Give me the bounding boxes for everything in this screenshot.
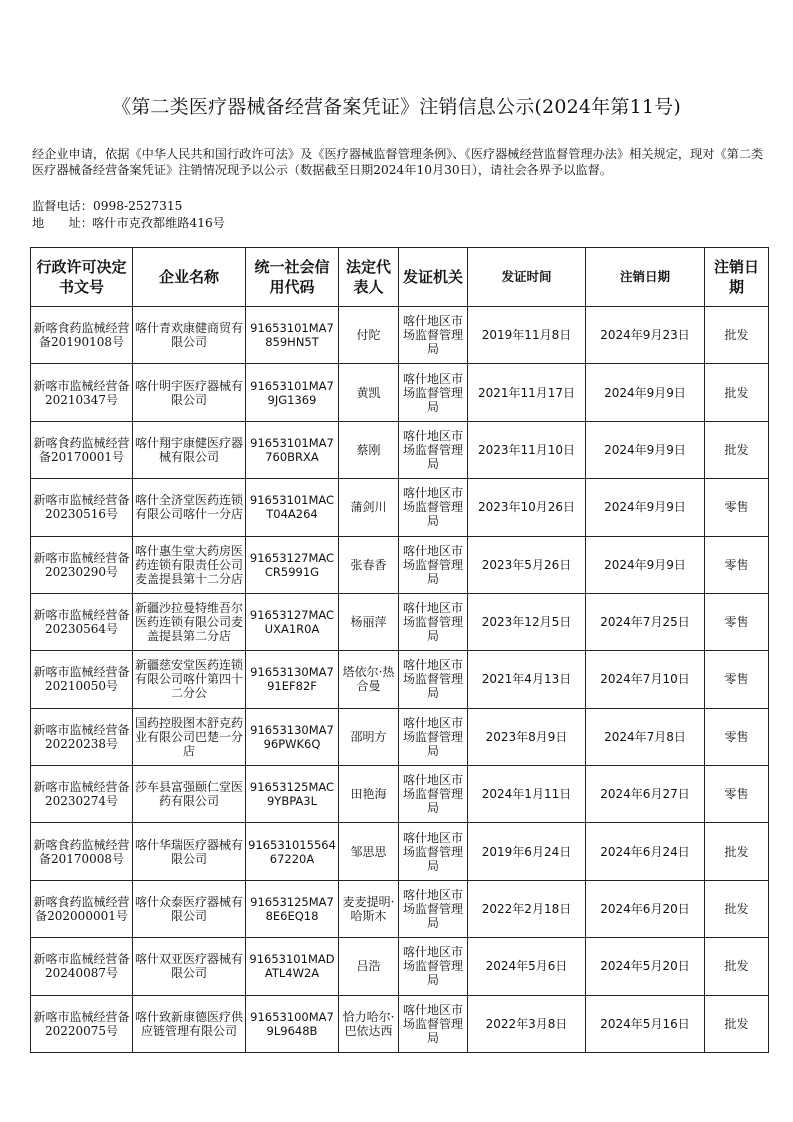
cell-issuer: 喀什地区市场监督管理局: [399, 708, 468, 765]
cell-credit-code: 91653130MA791EF82F: [246, 651, 339, 708]
table-row: [31, 823, 769, 880]
page-title: 《第二类医疗器械备经营备案凭证》注销信息公示(2024年第11号): [112, 96, 681, 118]
table-row: [31, 536, 769, 593]
cell-cancel-date: 2024年9月9日: [586, 536, 705, 593]
intro-paragraph: [32, 146, 767, 178]
cell-issue-date: 2023年10月26日: [468, 479, 586, 536]
cell-credit-code: 91653101MADATL4W2A: [246, 938, 339, 995]
cell-decision-no: 新喀市监械经营备20230564号: [31, 593, 133, 650]
cell-decision-no: 新喀市监械经营备20230516号: [31, 479, 133, 536]
cell-type: 零售: [705, 536, 769, 593]
cell-credit-code: 91653125MAC9YBPA3L: [246, 766, 339, 823]
cell-cancel-date: 2024年6月24日: [586, 823, 705, 880]
cell-legal-rep: 蔡刚: [339, 421, 399, 478]
cell-issuer: 喀什地区市场监督管理局: [399, 880, 468, 937]
cell-company: 喀什青欢康健商贸有限公司: [133, 307, 246, 364]
table-row: [31, 307, 769, 364]
cell-legal-rep: 恰力哈尔·巴依达西: [339, 995, 399, 1053]
cell-issuer: 喀什地区市场监督管理局: [399, 938, 468, 995]
cell-type: 批发: [705, 307, 769, 364]
cell-company: 喀什众泰医疗器械有限公司: [133, 880, 246, 937]
col-header-credit-code: 统一社会信用代码: [246, 248, 339, 307]
cell-company: 新疆沙拉曼特维吾尔医药连锁有限公司麦盖提县第二分店: [133, 593, 246, 650]
cell-company: 喀什翔宇康健医疗器械有限公司: [133, 421, 246, 478]
table-row: [31, 651, 769, 708]
cell-issue-date: 2021年11月17日: [468, 364, 586, 421]
cell-decision-no: 新喀市监械经营备20210347号: [31, 364, 133, 421]
col-header-issue-date: 发证时间: [468, 248, 586, 307]
cell-legal-rep: 邵明方: [339, 708, 399, 765]
table-row: [31, 364, 769, 421]
table-row: [31, 708, 769, 765]
cell-credit-code: 91653101MA7760BRXA: [246, 421, 339, 478]
cell-issue-date: 2023年12月5日: [468, 593, 586, 650]
cell-legal-rep: 付陀: [339, 307, 399, 364]
cell-type: 零售: [705, 766, 769, 823]
cell-type: 批发: [705, 421, 769, 478]
cell-credit-code: 91653101556467220A: [246, 823, 339, 880]
cell-issue-date: 2023年8月9日: [468, 708, 586, 765]
cell-company: 喀什致新康德医疗供应链管理有限公司: [133, 995, 246, 1053]
cell-type: 零售: [705, 708, 769, 765]
cell-issue-date: 2022年2月18日: [468, 880, 586, 937]
cell-issuer: 喀什地区市场监督管理局: [399, 766, 468, 823]
cell-credit-code: 91653125MA78E6EQ18: [246, 880, 339, 937]
intro-text: 经企业申请，依据《中华人民共和国行政许可法》及《医疗器械监督管理条例》、《医疗器械经营监督管理办法》相关规定，现对《第二类医疗器械备经营备案凭证》注销情况现予以公示（数据截至日期2024年10月30日），请社会各界予以监督。: [32, 147, 764, 177]
cell-decision-no: 新喀市监械经营备20240087号: [31, 938, 133, 995]
cell-cancel-date: 2024年5月16日: [586, 995, 705, 1053]
cell-legal-rep: 麦麦提明·哈斯木: [339, 880, 399, 937]
phone-label: 监督电话：: [32, 199, 93, 213]
cell-decision-no: 新喀食药监械经营备20170001号: [31, 421, 133, 478]
table-row: [31, 938, 769, 995]
cell-decision-no: 新喀市监械经营备20230290号: [31, 536, 133, 593]
cell-cancel-date: 2024年5月20日: [586, 938, 705, 995]
cell-issue-date: 2023年11月10日: [468, 421, 586, 478]
col-header-decision-no: 行政许可决定书文号: [31, 248, 133, 307]
cell-decision-no: 新喀市监械经营备20220238号: [31, 708, 133, 765]
cell-decision-no: 新喀市监械经营备20220075号: [31, 995, 133, 1053]
cell-issuer: 喀什地区市场监督管理局: [399, 364, 468, 421]
cell-issuer: 喀什地区市场监督管理局: [399, 651, 468, 708]
table-header-row: [31, 248, 769, 307]
cell-issuer: 喀什地区市场监督管理局: [399, 479, 468, 536]
cell-issue-date: 2024年1月11日: [468, 766, 586, 823]
cell-legal-rep: 张春香: [339, 536, 399, 593]
cell-type: 零售: [705, 593, 769, 650]
cell-legal-rep: 田艳海: [339, 766, 399, 823]
table-row: [31, 995, 769, 1053]
cell-issue-date: 2024年5月6日: [468, 938, 586, 995]
cell-type: 批发: [705, 938, 769, 995]
cell-credit-code: 91653100MA79L9648B: [246, 995, 339, 1053]
cell-credit-code: 91653101MA7859HN5T: [246, 307, 339, 364]
cell-issuer: 喀什地区市场监督管理局: [399, 593, 468, 650]
cell-legal-rep: 邹思思: [339, 823, 399, 880]
cell-type: 批发: [705, 995, 769, 1053]
cell-issuer: 喀什地区市场监督管理局: [399, 995, 468, 1053]
cell-credit-code: 91653101MA79JG1369: [246, 364, 339, 421]
col-header-last: 注销日期: [705, 248, 769, 307]
cell-company: 莎车县富强颐仁堂医药有限公司: [133, 766, 246, 823]
cell-issue-date: 2023年5月26日: [468, 536, 586, 593]
phone-number: 0998-2527315: [92, 199, 183, 213]
table-row: [31, 880, 769, 937]
phone-line: [32, 198, 182, 214]
cell-company: 喀什双亚医疗器械有限公司: [133, 938, 246, 995]
cell-cancel-date: 2024年9月9日: [586, 421, 705, 478]
cell-credit-code: 91653127MACCR5991G: [246, 536, 339, 593]
cell-cancel-date: 2024年7月8日: [586, 708, 705, 765]
cell-decision-no: 新喀市监械经营备20210050号: [31, 651, 133, 708]
cell-credit-code: 91653127MACUXA1R0A: [246, 593, 339, 650]
cell-issuer: 喀什地区市场监督管理局: [399, 421, 468, 478]
cell-decision-no: 新喀食药监械经营备20190108号: [31, 307, 133, 364]
cell-decision-no: 新喀食药监械经营备20170008号: [31, 823, 133, 880]
cell-cancel-date: 2024年6月20日: [586, 880, 705, 937]
cell-company: 国药控股图木舒克药业有限公司巴楚一分店: [133, 708, 246, 765]
address-value: 喀什市克孜都维路416号: [92, 216, 225, 230]
cell-issue-date: 2022年3月8日: [468, 995, 586, 1053]
cell-cancel-date: 2024年7月10日: [586, 651, 705, 708]
cell-cancel-date: 2024年9月9日: [586, 479, 705, 536]
cell-legal-rep: 杨丽萍: [339, 593, 399, 650]
cancellation-table: [30, 247, 769, 1053]
cell-company: 喀什全济堂医药连锁有限公司喀什一分店: [133, 479, 246, 536]
cell-type: 批发: [705, 880, 769, 937]
cell-issue-date: 2019年6月24日: [468, 823, 586, 880]
cell-cancel-date: 2024年9月9日: [586, 364, 705, 421]
cell-credit-code: 91653130MA796PWK6Q: [246, 708, 339, 765]
cell-company: 喀什明宇医疗器械有限公司: [133, 364, 246, 421]
cell-issuer: 喀什地区市场监督管理局: [399, 823, 468, 880]
cell-issuer: 喀什地区市场监督管理局: [399, 307, 468, 364]
cell-issuer: 喀什地区市场监督管理局: [399, 536, 468, 593]
cell-type: 批发: [705, 823, 769, 880]
table-row: [31, 766, 769, 823]
cell-legal-rep: 吕浩: [339, 938, 399, 995]
cell-legal-rep: 黄凯: [339, 364, 399, 421]
col-header-company: 企业名称: [133, 248, 246, 307]
address-line: [32, 215, 225, 231]
cell-cancel-date: 2024年6月27日: [586, 766, 705, 823]
cell-company: 喀什惠生堂大药房医药连锁有限责任公司麦盖提县第十二分店: [133, 536, 246, 593]
cell-company: 新疆慈安堂医药连锁有限公司喀什第四十二分公: [133, 651, 246, 708]
col-header-legal-rep: 法定代表人: [339, 248, 399, 307]
table-row: [31, 593, 769, 650]
cell-cancel-date: 2024年7月25日: [586, 593, 705, 650]
address-label: 地 址：: [32, 216, 93, 230]
cell-type: 批发: [705, 364, 769, 421]
cell-legal-rep: 蒲剑川: [339, 479, 399, 536]
col-header-cancel-date: 注销日期: [586, 248, 705, 307]
cell-credit-code: 91653101MACT04A264: [246, 479, 339, 536]
cell-company: 喀什华瑞医疗器械有限公司: [133, 823, 246, 880]
cell-issue-date: 2021年4月13日: [468, 651, 586, 708]
cell-decision-no: 新喀市监械经营备20230274号: [31, 766, 133, 823]
cell-decision-no: 新喀食药监械经营备202000001号: [31, 880, 133, 937]
table-row: [31, 479, 769, 536]
col-header-issuer: 发证机关: [399, 248, 468, 307]
cell-issue-date: 2019年11月8日: [468, 307, 586, 364]
cell-type: 零售: [705, 479, 769, 536]
cell-cancel-date: 2024年9月23日: [586, 307, 705, 364]
cell-legal-rep: 塔依尔·热合曼: [339, 651, 399, 708]
table-row: [31, 421, 769, 478]
cell-type: 零售: [705, 651, 769, 708]
